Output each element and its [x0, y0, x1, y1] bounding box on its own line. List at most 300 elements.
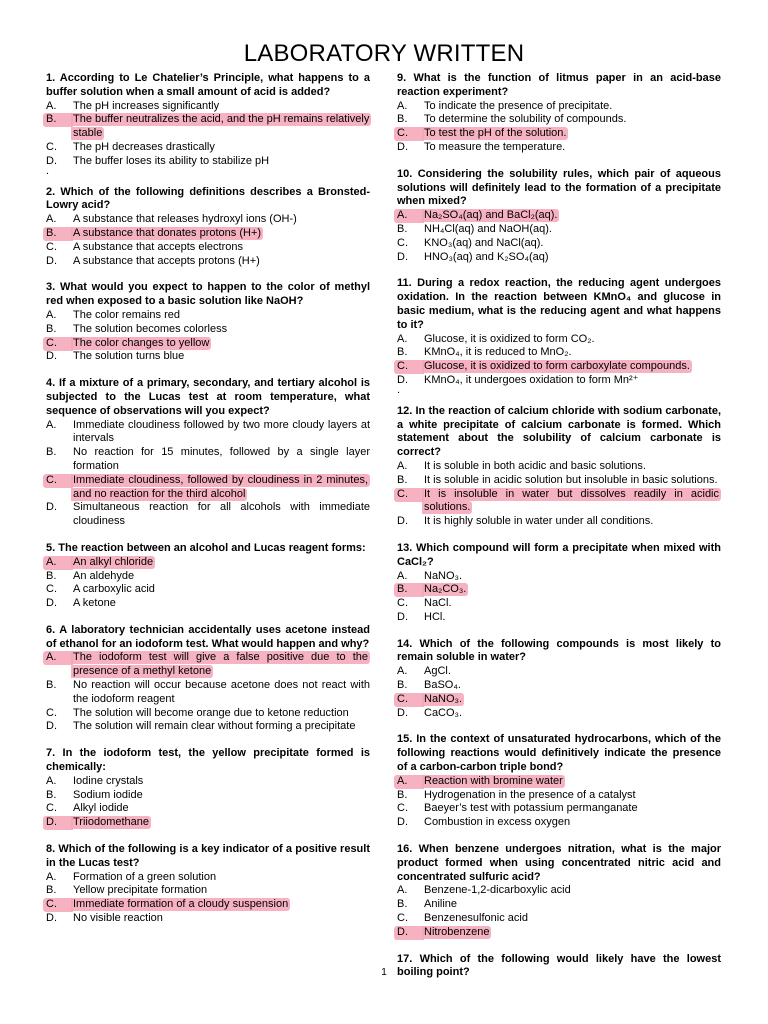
answer-option [46, 884, 370, 898]
question-text [46, 843, 370, 871]
question-item [46, 72, 370, 177]
option-label: The pH decreases drastically [73, 140, 215, 153]
option-letter: D. [46, 816, 73, 830]
option-text [424, 474, 721, 488]
option-text [424, 223, 721, 237]
question-item [46, 377, 370, 529]
option-label: The color remains red [73, 308, 180, 321]
question-item [397, 843, 721, 940]
answer-option [46, 570, 370, 584]
option-text [424, 127, 721, 141]
question-number: 6. [46, 623, 56, 636]
option-text [73, 419, 370, 447]
question-prompt: Which of the following compounds is most likely to remain soluble in water? [397, 637, 722, 664]
option-letter: B. [397, 346, 408, 359]
option-text [424, 583, 721, 597]
question-item [46, 624, 370, 734]
option-label: A carboxylic acid [73, 583, 155, 596]
answer-option [46, 255, 370, 269]
option-label: It is soluble in acidic solution but insoluble in basic solutions. [424, 473, 718, 486]
answer-option [46, 309, 370, 323]
highlighted-option-label: Reaction with bromine water [424, 774, 563, 787]
option-label: KNO₃(aq) and NaCl(aq). [424, 236, 544, 249]
option-text [424, 912, 721, 926]
option-text [424, 707, 721, 721]
option-letter: C. [397, 912, 408, 925]
answer-option [46, 141, 370, 155]
option-text [73, 651, 370, 679]
answer-option [46, 802, 370, 816]
question-item [46, 542, 370, 611]
answer-option [46, 789, 370, 803]
answer-option [397, 707, 721, 721]
question-item [46, 843, 370, 926]
option-label: NaNO₃. [424, 569, 463, 582]
option-text [424, 374, 721, 388]
option-letter: D. [46, 597, 57, 610]
answer-option [397, 237, 721, 251]
answer-option [46, 720, 370, 734]
option-label: HCl. [424, 610, 446, 623]
option-letter: D. [46, 154, 57, 167]
question-prompt: Considering the solubility rules, which pair of aqueous solutions will definitely lead to the formation of a precipitate when mixed? [397, 167, 721, 208]
answer-option [397, 141, 721, 155]
answer-option [397, 460, 721, 474]
answer-option [397, 374, 721, 388]
option-text [73, 679, 370, 707]
option-text [73, 255, 370, 269]
option-letter: A. [397, 884, 408, 897]
question-item [46, 186, 370, 269]
answer-option [397, 802, 721, 816]
option-label: A ketone [73, 597, 116, 610]
question-item [46, 747, 370, 830]
option-letter: B. [397, 788, 408, 801]
question-prompt: If a mixture of a primary, secondary, and tertiary alcohol is subjected to the Lucas test at room temperature, what sequence of observations will you expect? [46, 377, 370, 417]
option-label: The solution will remain clear without forming a precipitate [73, 720, 356, 733]
option-label: BaSO₄. [424, 679, 461, 692]
question-prompt: What is the function of litmus paper in an acid-base reaction experiment? [397, 72, 721, 98]
option-text [424, 679, 721, 693]
highlighted-option-label: Triiodomethane [73, 816, 150, 829]
option-text [73, 113, 370, 141]
option-label: The pH increases significantly [73, 99, 220, 112]
option-text [73, 446, 370, 474]
option-text [424, 346, 721, 360]
option-letter: B. [46, 446, 57, 459]
question-prompt: What would you expect to happen to the color of methyl red when exposed to a basic solution like NaOH? [46, 281, 371, 308]
option-text [424, 802, 721, 816]
option-text [424, 209, 721, 223]
highlighted-answer-option [46, 474, 370, 502]
answer-option [397, 898, 721, 912]
question-text [46, 186, 370, 214]
answer-option [46, 446, 370, 474]
answer-option [397, 884, 721, 898]
question-prompt: According to Le Chatelier’s Principle, what happens to a buffer solution when a small amount of acid is added? [46, 72, 370, 98]
option-letter: B. [46, 322, 57, 335]
option-label: To measure the temperature. [424, 140, 566, 153]
option-text [424, 113, 721, 127]
option-letter: C. [397, 488, 424, 502]
answer-option [397, 346, 721, 360]
option-letter: B. [397, 583, 424, 597]
highlighted-answer-option [397, 209, 721, 223]
option-text [73, 241, 370, 255]
option-letter: C. [46, 337, 73, 351]
answer-option [397, 679, 721, 693]
option-text [424, 816, 721, 830]
option-letter: C. [397, 693, 424, 707]
question-number: 5. [46, 541, 56, 554]
option-label: KMnO₄, it is reduced to MnO₂. [424, 346, 572, 359]
question-text [46, 747, 370, 775]
option-label: KMnO₄, it undergoes oxidation to form Mn²⁺ [424, 373, 639, 386]
option-letter: C. [46, 802, 57, 815]
question-number: 12. [397, 404, 413, 417]
highlighted-answer-option [397, 775, 721, 789]
option-text [424, 789, 721, 803]
answer-option [46, 679, 370, 707]
question-prompt: The reaction between an alcohol and Lucas reagent forms: [58, 541, 366, 554]
option-letter: D. [46, 912, 57, 925]
option-label: The solution will become orange due to ketone reduction [73, 706, 349, 719]
option-letter: B. [46, 679, 57, 692]
answer-option [397, 665, 721, 679]
option-text [424, 611, 721, 625]
question-item [397, 733, 721, 830]
answer-option [397, 223, 721, 237]
question-number: 15. [397, 733, 413, 746]
option-label: Iodine crystals [73, 774, 144, 787]
answer-option [397, 333, 721, 347]
option-label: No visible reaction [73, 912, 163, 925]
option-label: NH₄Cl(aq) and NaOH(aq). [424, 222, 552, 235]
question-item [397, 168, 721, 265]
option-label: Immediate cloudiness followed by two more cloudy layers at intervals [73, 418, 370, 445]
highlighted-answer-option [46, 556, 370, 570]
option-letter: B. [397, 473, 408, 486]
option-letter: B. [397, 679, 408, 692]
highlighted-option-label: It is insoluble in water but dissolves readily in acidic solutions. [424, 487, 719, 514]
question-text [397, 168, 721, 209]
option-label: Benzenesulfonic acid [424, 912, 528, 925]
option-letter: D. [46, 720, 57, 733]
option-text [73, 213, 370, 227]
answer-option [397, 611, 721, 625]
highlighted-answer-option [397, 488, 721, 516]
option-letter: D. [397, 373, 408, 386]
option-text [73, 720, 370, 734]
question-text [46, 281, 370, 309]
option-letter: A. [46, 774, 57, 787]
option-text [73, 570, 370, 584]
question-number: 2. [46, 185, 56, 198]
highlighted-option-label: To test the pH of the solution. [424, 127, 567, 140]
question-item [397, 277, 721, 396]
option-text [73, 155, 370, 169]
option-label: A substance that accepts electrons [73, 240, 243, 253]
question-prompt: Which of the following is a key indicator of a positive result in the Lucas test? [46, 843, 370, 869]
option-label: Combustion in excess oxygen [424, 816, 571, 829]
highlighted-option-label: The color changes to yellow [73, 336, 210, 349]
option-label: Sodium iodide [73, 788, 143, 801]
answer-option [397, 789, 721, 803]
option-letter: C. [397, 802, 408, 815]
option-label: It is soluble in both acidic and basic solutions. [424, 459, 646, 472]
option-label: To indicate the presence of precipitate. [424, 99, 613, 112]
option-letter: B. [397, 898, 408, 911]
highlighted-answer-option [46, 227, 370, 241]
option-text [73, 350, 370, 364]
option-label: Baeyer’s test with potassium permanganate [424, 802, 638, 815]
option-letter: C. [397, 360, 424, 374]
option-text [73, 707, 370, 721]
highlighted-option-label: Immediate formation of a cloudy suspension [73, 898, 289, 911]
trailing-mark: . [397, 383, 401, 396]
trailing-mark: . [46, 164, 50, 177]
question-item [397, 72, 721, 155]
answer-option [46, 775, 370, 789]
option-text [424, 251, 721, 265]
option-label: Aniline [424, 898, 458, 911]
question-item [397, 542, 721, 625]
option-text [424, 515, 721, 529]
option-letter: A. [46, 651, 73, 665]
option-label: Yellow precipitate formation [73, 884, 208, 897]
answer-option [46, 241, 370, 255]
option-text [73, 884, 370, 898]
question-text [46, 377, 370, 418]
question-prompt: When benzene undergoes nitration, what is the major product formed when using concentrated nitric acid and concentrated sulfuric acid? [397, 843, 722, 883]
question-number: 17. [397, 952, 413, 965]
question-number: 16. [397, 843, 413, 856]
question-number: 10. [397, 167, 413, 180]
option-letter: D. [397, 816, 408, 829]
highlighted-answer-option [397, 127, 721, 141]
answer-option [397, 597, 721, 611]
option-text [73, 323, 370, 337]
answer-option [397, 515, 721, 529]
option-text [73, 337, 370, 351]
option-text [424, 360, 721, 374]
option-text [424, 775, 721, 789]
question-number: 1. [46, 72, 56, 84]
question-number: 11. [397, 277, 412, 290]
option-letter: C. [397, 127, 424, 141]
question-prompt: During a redox reaction, the reducing agent undergoes oxidation. In the reaction between KMnO₄ and glucose in basic medium, what is the reducing agent and what happens to it? [397, 277, 721, 331]
option-label: Benzene-1,2-dicarboxylic acid [424, 884, 571, 897]
highlighted-answer-option [397, 926, 721, 940]
question-prompt: In the reaction of calcium chloride with sodium carbonate, a white precipitate of calcium carbonate is formed. Which statement about the solubility of calcium carbonate is correct? [397, 404, 721, 459]
option-text [424, 926, 721, 940]
option-letter: C. [46, 474, 73, 488]
answer-option [46, 597, 370, 611]
answer-option [46, 155, 370, 169]
highlighted-answer-option [46, 816, 370, 830]
option-text [73, 816, 370, 830]
option-letter: C. [46, 140, 57, 153]
question-text [397, 405, 721, 460]
question-prompt: Which of the following definitions describes a Bronsted-Lowry acid? [46, 185, 370, 212]
question-number: 9. [397, 72, 407, 84]
question-item [397, 405, 721, 529]
option-text [424, 693, 721, 707]
option-letter: B. [397, 113, 408, 126]
left-column [46, 72, 370, 939]
option-text [73, 474, 370, 502]
answer-option [397, 251, 721, 265]
highlighted-answer-option [397, 360, 721, 374]
highlighted-option-label: An alkyl chloride [73, 555, 154, 568]
option-letter: B. [397, 222, 408, 235]
option-label: Alkyl iodide [73, 802, 129, 815]
option-letter: A. [397, 209, 424, 223]
question-text [397, 277, 721, 332]
option-label: NaCl. [424, 597, 452, 610]
option-letter: C. [46, 240, 57, 253]
question-prompt: Which of the following would likely have the lowest boiling point? [397, 952, 721, 979]
option-letter: B. [46, 113, 73, 127]
option-text [73, 789, 370, 803]
question-prompt: In the context of unsaturated hydrocarbons, which of the following reactions would definitively indicate the presence of a carbon-carbon triple bond? [397, 733, 721, 774]
option-text [424, 100, 721, 114]
highlighted-answer-option [46, 898, 370, 912]
option-letter: A. [46, 556, 73, 570]
option-letter: D. [46, 501, 57, 514]
option-text [424, 333, 721, 347]
question-text [397, 542, 721, 570]
highlighted-option-label: Na₂CO₃. [424, 583, 467, 596]
answer-option [46, 871, 370, 885]
answer-option [397, 912, 721, 926]
option-text [424, 237, 721, 251]
answer-option [46, 419, 370, 447]
option-letter: C. [397, 236, 408, 249]
option-letter: C. [46, 706, 57, 719]
option-text [73, 227, 370, 241]
option-text [73, 898, 370, 912]
answer-option [46, 583, 370, 597]
option-text [73, 583, 370, 597]
option-text [73, 556, 370, 570]
option-text [424, 884, 721, 898]
option-text [424, 488, 721, 516]
option-letter: A. [397, 569, 408, 582]
highlighted-option-label: The buffer neutralizes the acid, and the pH remains relatively stable [73, 113, 370, 140]
question-text [397, 72, 721, 100]
question-text [397, 638, 721, 666]
highlighted-answer-option [46, 651, 370, 679]
option-label: Formation of a green solution [73, 870, 217, 883]
option-label: Simultaneous reaction for all alcohols with immediate cloudiness [73, 501, 370, 528]
option-text [73, 100, 370, 114]
option-text [73, 501, 370, 529]
question-prompt: A laboratory technician accidentally uses acetone instead of ethanol for an iodoform test. What would happen and why? [46, 623, 370, 650]
option-letter: D. [397, 250, 408, 263]
answer-option [397, 816, 721, 830]
option-letter: A. [397, 99, 408, 112]
question-prompt: Which compound will form a precipitate when mixed with CaCl₂? [397, 541, 721, 568]
question-text [46, 72, 370, 100]
option-label: Hydrogenation in the presence of a catalyst [424, 788, 636, 801]
question-item [397, 638, 721, 721]
option-text [73, 597, 370, 611]
option-text [73, 871, 370, 885]
option-letter: A. [397, 332, 408, 345]
option-label: A substance that accepts protons (H+) [73, 254, 260, 267]
option-text [73, 141, 370, 155]
question-number: 4. [46, 377, 56, 390]
highlighted-option-label: Nitrobenzene [424, 925, 490, 938]
highlighted-option-label: NaNO₃. [424, 692, 463, 705]
option-label: Glucose, it is oxidized to form CO₂. [424, 332, 595, 345]
option-letter: A. [46, 99, 57, 112]
highlighted-option-label: Na₂SO₄(aq) and BaCl₂(aq). [424, 209, 558, 222]
highlighted-option-label: The iodoform test will give a false positive due to the presence of a methyl ketone [73, 651, 368, 678]
option-label: To determine the solubility of compounds. [424, 113, 627, 126]
option-letter: B. [46, 788, 57, 801]
option-letter: D. [46, 350, 57, 363]
option-letter: A. [397, 665, 408, 678]
option-text [424, 141, 721, 155]
option-label: No reaction for 15 minutes, followed by a single layer formation [73, 446, 370, 472]
option-letter: A. [46, 870, 57, 883]
question-text [46, 624, 370, 652]
answer-option [46, 323, 370, 337]
option-label: HNO₃(aq) and K₂SO₄(aq) [424, 250, 549, 263]
answer-option [397, 474, 721, 488]
option-label: A substance that releases hydroxyl ions (OH-) [73, 213, 297, 226]
option-letter: D. [397, 610, 408, 623]
option-text [73, 309, 370, 323]
question-text [397, 843, 721, 884]
option-text [424, 665, 721, 679]
page-number: 1 [381, 967, 387, 978]
option-letter: A. [397, 775, 424, 789]
option-label: No reaction will occur because acetone does not react with the iodoform reagent [73, 679, 370, 705]
option-label: It is highly soluble in water under all conditions. [424, 515, 654, 528]
option-label: CaCO₃. [424, 706, 463, 719]
answer-option [46, 501, 370, 529]
option-letter: D. [397, 515, 408, 528]
question-number: 7. [46, 747, 56, 760]
highlighted-option-label: Glucose, it is oxidized to form carboxylate compounds. [424, 360, 690, 373]
highlighted-option-label: A substance that donates protons (H+) [73, 226, 262, 239]
option-letter: C. [46, 898, 73, 912]
answer-option [46, 707, 370, 721]
option-letter: A. [46, 308, 57, 321]
option-letter: D. [397, 140, 408, 153]
option-text [73, 912, 370, 926]
option-text [424, 898, 721, 912]
page-title: LABORATORY WRITTEN [243, 40, 525, 67]
question-prompt: In the iodoform test, the yellow precipitate formed is chemically: [46, 747, 370, 774]
option-text [73, 775, 370, 789]
question-item [46, 281, 370, 364]
question-number: 8. [46, 843, 56, 856]
highlighted-option-label: Immediate cloudiness, followed by cloudiness in 2 minutes, and no reaction for the third alcohol [73, 473, 368, 500]
question-text [46, 542, 370, 556]
option-label: The solution becomes colorless [73, 322, 228, 335]
answer-option [46, 213, 370, 227]
answer-option [397, 100, 721, 114]
highlighted-answer-option [46, 113, 370, 141]
highlighted-answer-option [397, 693, 721, 707]
option-text [424, 597, 721, 611]
highlighted-answer-option [397, 583, 721, 597]
option-letter: A. [46, 418, 57, 431]
